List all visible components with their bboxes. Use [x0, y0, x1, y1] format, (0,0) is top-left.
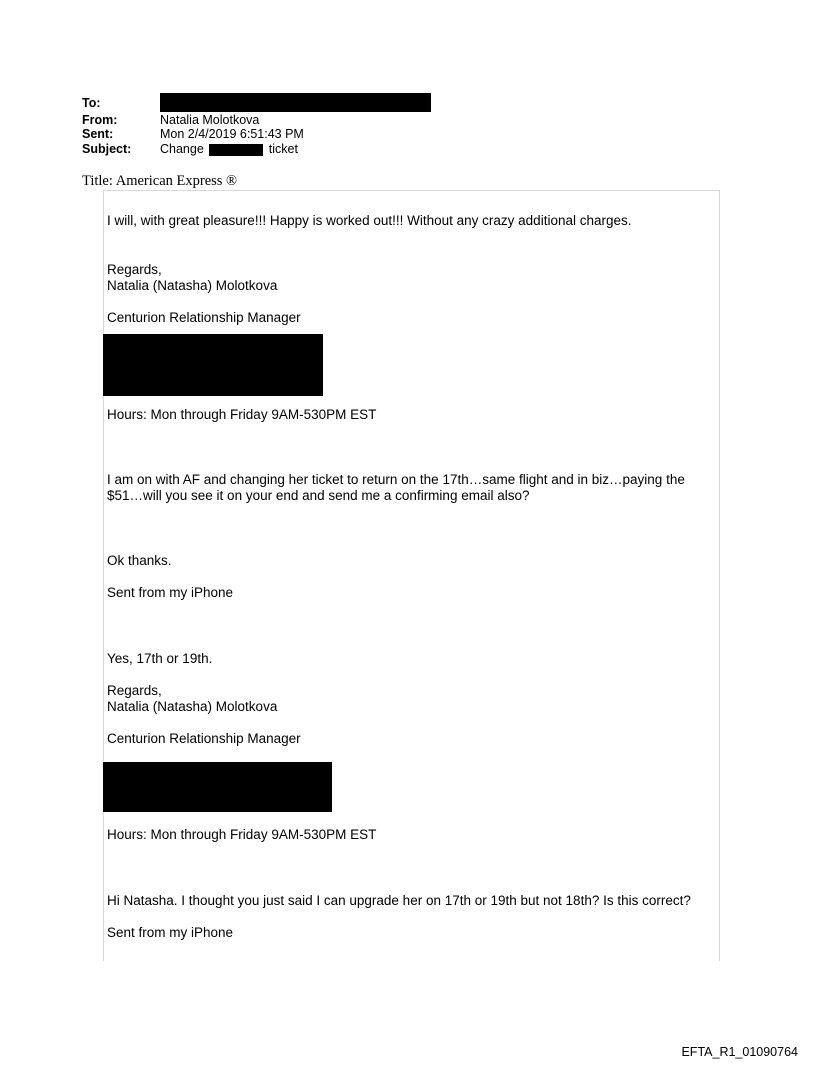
- signature-role-2: Centurion Relationship Manager: [107, 731, 301, 746]
- subject-suffix: ticket: [268, 142, 298, 156]
- title-line: Title: American Express ®: [82, 173, 238, 189]
- from-value: Natalia Molotkova: [160, 113, 260, 127]
- to-redacted: [160, 97, 431, 112]
- message-line-2: $51…will you see it on your end and send me a confirming email also?: [107, 488, 530, 503]
- hours-1: Hours: Mon through Friday 9AM-530PM EST: [107, 407, 377, 422]
- signature-name-2: Natalia (Natasha) Molotkova: [107, 699, 278, 714]
- subject-value: [160, 143, 298, 156]
- subject-label: Subject:: [82, 142, 132, 156]
- from-label: From:: [82, 113, 118, 127]
- redacted-block-2: [103, 762, 332, 812]
- hi-natasha-line: Hi Natasha. I thought you just said I can upgrade her on 17th or 19th but not 18th? Is this correct?: [107, 893, 691, 908]
- sent-from-iphone-1: Sent from my iPhone: [107, 585, 234, 600]
- subject-prefix: Change: [160, 142, 204, 156]
- signature-role-1: Centurion Relationship Manager: [107, 310, 301, 325]
- subject-redaction: [209, 144, 263, 156]
- sent-from-iphone-2: Sent from my iPhone: [107, 925, 234, 940]
- sent-value: Mon 2/4/2019 6:51:43 PM: [160, 127, 304, 141]
- sent-label: Sent:: [82, 127, 114, 141]
- reply-paragraph: I will, with great pleasure!!! Happy is worked out!!! Without any crazy additional charges.: [107, 213, 632, 228]
- message-line-1: I am on with AF and changing her ticket to return on the 17th…same flight and in biz…paying the: [107, 472, 685, 487]
- regards-1: Regards,: [107, 262, 162, 277]
- message-frame: [103, 190, 720, 961]
- signature-name-1: Natalia (Natasha) Molotkova: [107, 278, 278, 293]
- ok-thanks: Ok thanks.: [107, 553, 172, 568]
- regards-2: Regards,: [107, 683, 162, 698]
- hours-2: Hours: Mon through Friday 9AM-530PM EST: [107, 827, 377, 842]
- to-label: To:: [82, 96, 101, 110]
- redacted-block-1: [103, 334, 323, 396]
- yes-line: Yes, 17th or 19th.: [107, 651, 213, 666]
- bates-number: EFTA_R1_01090764: [681, 1045, 798, 1059]
